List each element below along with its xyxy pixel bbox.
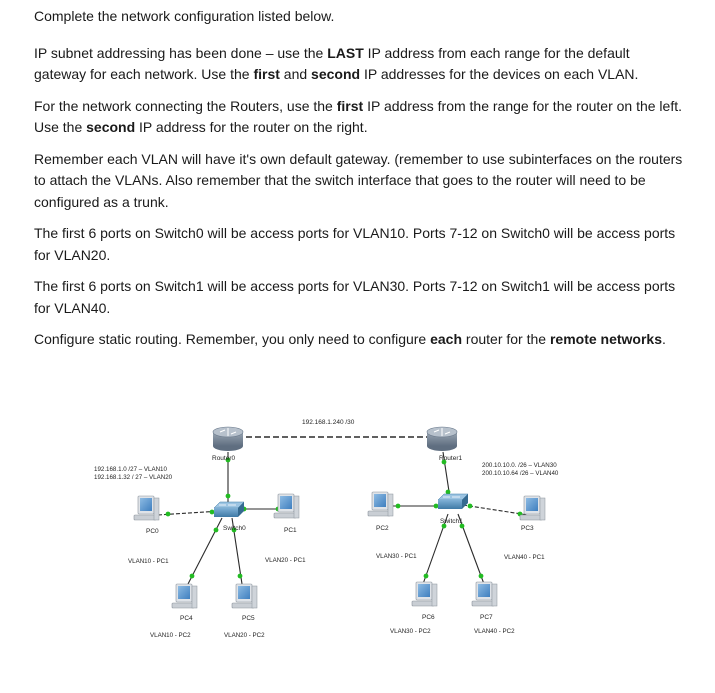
switch0-label: Switch0 bbox=[223, 525, 246, 532]
pc7[interactable] bbox=[472, 582, 497, 606]
pc3-label: PC3 bbox=[521, 525, 534, 532]
right-subnet-vlan40: 200.10.10.64 /26 – VLAN40 bbox=[482, 470, 559, 477]
intro-paragraph: Complete the network configuration listed below. bbox=[34, 8, 335, 24]
switch1[interactable] bbox=[438, 494, 468, 509]
pc2[interactable] bbox=[368, 492, 393, 516]
pc2-vlan-label: VLAN30 - PC1 bbox=[376, 553, 417, 560]
right-subnet-vlan30: 200.10.10.0. /26 – VLAN30 bbox=[482, 462, 557, 469]
router0[interactable] bbox=[213, 427, 243, 451]
router-link-paragraph: For the network connecting the Routers, use the first IP address from the range for the router on the left. Use the second IP address for the router on the right. bbox=[34, 97, 682, 135]
router0-label: Router0 bbox=[212, 455, 236, 462]
switch0[interactable] bbox=[214, 502, 244, 517]
pc4-vlan-label: VLAN10 - PC2 bbox=[150, 632, 191, 639]
pc1-vlan-label: VLAN20 - PC1 bbox=[265, 557, 306, 564]
pc3-vlan-label: VLAN40 - PC1 bbox=[504, 554, 545, 561]
pc5-label: PC5 bbox=[242, 615, 255, 622]
pc7-vlan-label: VLAN40 - PC2 bbox=[474, 628, 515, 635]
pc6-label: PC6 bbox=[422, 614, 435, 621]
pc3[interactable] bbox=[520, 496, 545, 520]
addressing-paragraph: IP subnet addressing has been done – use the LAST IP address from each range for the default gateway for each network. Use the first and second IP addresses for the devices on each VLAN. bbox=[34, 44, 639, 82]
pc6-vlan-label: VLAN30 - PC2 bbox=[390, 628, 431, 635]
left-subnet-vlan10: 192.168.1.0 /27 – VLAN10 bbox=[94, 466, 167, 473]
pc4-label: PC4 bbox=[180, 615, 193, 622]
pc2-label: PC2 bbox=[376, 525, 389, 532]
pc0-vlan-label: VLAN10 - PC1 bbox=[128, 558, 169, 565]
gateway-paragraph: Remember each VLAN will have it's own default gateway. (remember to use subinterfaces on the routers to attach the VLANs. Also remember that the switch interface that goes to the router will need to be configured as a trunk. bbox=[34, 150, 683, 210]
left-subnet-vlan20: 192.168.1.32 / 27 – VLAN20 bbox=[94, 474, 173, 481]
instructions-document bbox=[34, 6, 684, 361]
pc5[interactable] bbox=[232, 584, 257, 608]
network-topology-diagram bbox=[88, 408, 618, 648]
pc1-label: PC1 bbox=[284, 527, 297, 534]
pc0-label: PC0 bbox=[146, 528, 159, 535]
router-link-label: 192.168.1.240 /30 bbox=[302, 419, 355, 426]
router1[interactable] bbox=[427, 427, 457, 451]
pc1[interactable] bbox=[274, 494, 299, 518]
pc5-vlan-label: VLAN20 - PC2 bbox=[224, 632, 265, 639]
pc6[interactable] bbox=[412, 582, 437, 606]
switch1-ports-paragraph: The first 6 ports on Switch1 will be access ports for VLAN30. Ports 7-12 on Switch1 will be access ports for VLAN40. bbox=[34, 278, 676, 316]
static-routing-paragraph: Configure static routing. Remember, you only need to configure each router for the remote networks. bbox=[34, 331, 666, 347]
switch1-label: Switch1 bbox=[440, 518, 463, 525]
pc0[interactable] bbox=[134, 496, 159, 520]
pc7-label: PC7 bbox=[480, 614, 493, 621]
router1-label: Router1 bbox=[439, 455, 463, 462]
switch0-ports-paragraph: The first 6 ports on Switch0 will be access ports for VLAN10. Ports 7-12 on Switch0 will be access ports for VLAN20. bbox=[34, 225, 676, 263]
pc4[interactable] bbox=[172, 584, 197, 608]
